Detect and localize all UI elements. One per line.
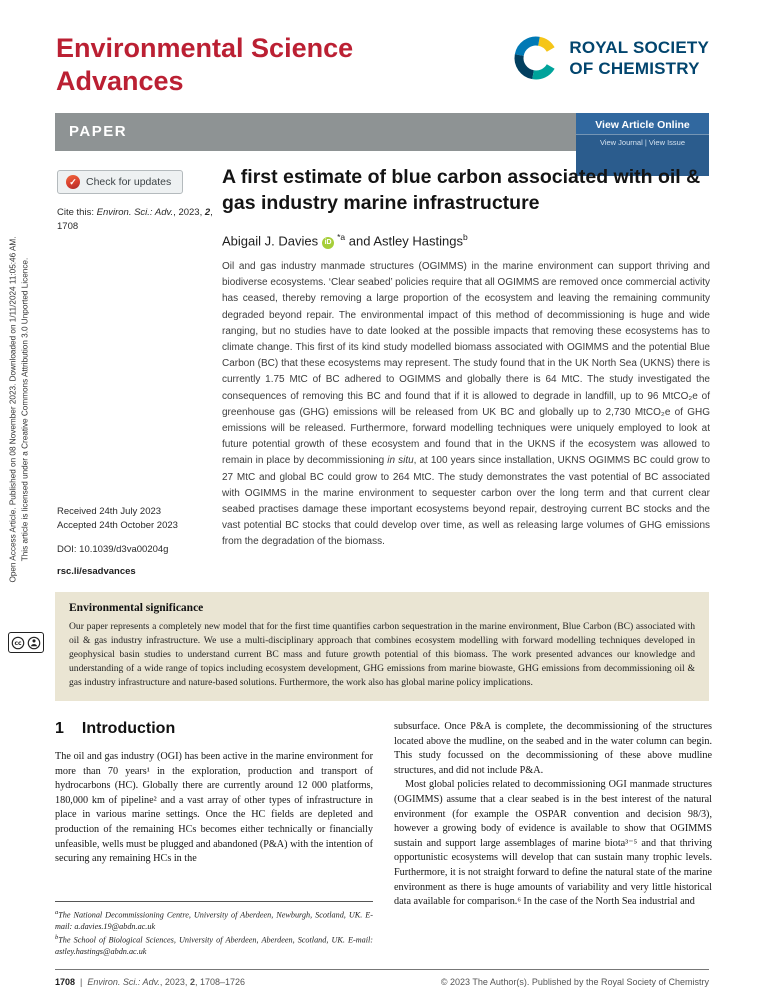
journal-website-link[interactable]: rsc.li/esadvances: [57, 566, 136, 577]
citation-info: [57, 206, 217, 233]
section-heading-introduction: [55, 720, 175, 738]
svg-text:cc: cc: [14, 639, 22, 647]
significance-heading: Environmental significance: [69, 602, 204, 614]
rsc-society-name: [569, 37, 709, 79]
abstract-text-1: Oil and gas industry manmade structures (OGIMMS) in the marine environment can support thriving and biodiverse ecosystems. ‘Clear seabed’ policies require that all OGIMMS are removed once commercial activity has ceased, thereby removing a large proportion of the ecosystem and leaving the remaining community degraded beyond repair. The environmental impact of this method of decommissioning is huge and wide ranging, but no studies have to date looked at the possible impacts that removing these ecosystems has to climate change. This first of its kind study modelled biomass associated with OGIMMS and the potential Blue Carbon (BC) that these ecosystems may represent. The study found that in the UK North Sea (UKNS) there is currently 1.75 MtC of BC adhered to OGIMMS and globally there is 64 MtC. The study investigated the consequences of removing this BC and found that if it is allowed to degrade in landfill, up to 96 MtCO₂e of greenhouse gas (GHG) emissions will be released from UK BC and globally up to 2,730 MtCO₂e of GHG emissions will be released. Furthermore, forward modelling techniques were uniquely employed to look at future potential growth of these ecosystem and found that in the UKNS if the ecosystem was allowed to remain in place by decommissioning: [222, 261, 710, 467]
rsc-logo-icon: [512, 34, 560, 82]
article-type-label: PAPER: [69, 123, 128, 140]
author-affiliations: [55, 907, 373, 957]
page-footer: [55, 977, 709, 987]
affiliation-b-mark: b: [55, 934, 59, 942]
cite-volume: 2: [204, 207, 211, 218]
rsc-society-line1: ROYAL SOCIETY: [569, 38, 709, 57]
footer-volume: 2: [189, 977, 195, 987]
affiliation-a: [55, 907, 373, 932]
footer-year: , 2023,: [159, 977, 190, 987]
intro-paragraph-1: The oil and gas industry (OGI) has been active in the marine environment for more than 70 years¹ in the exploration, production and transport of hydrocarbons (HC). Globally there are currently around 12 000 platforms, 180,000 km of pipeline² and a vast array of other types of infrastructure in place in various marine settings. Once the HC fields are depleted and production of the remaining HCs becomes either technically or financially unfeasible, wells must be plugged and abandoned (P&A) with the intention of securing any remaining HCs in the: [55, 751, 374, 865]
intro-left-column: [55, 750, 373, 867]
section-number: 1: [55, 720, 64, 737]
author-name-1: Abigail J. Davies: [222, 233, 319, 249]
footer-citation: [55, 977, 245, 987]
footer-divider: [55, 969, 709, 970]
cc-by-badge[interactable]: [8, 632, 44, 653]
rsc-logo: [512, 34, 709, 82]
open-access-statement: Open Access Article. Published on 08 November 2023. Downloaded on 1/11/2024 11:05:46 AM.: [8, 236, 18, 583]
article-type-banner: [55, 113, 709, 151]
journal-title: [56, 32, 353, 98]
intro-paragraph-2: subsurface. Once P&A is complete, the decommissioning of the structures located above the mudline, on the seabed and in the water column can begin. This study focussed on the decommissioning of these above mudline structures, and did not include P&A.: [394, 721, 712, 776]
history-dates: [57, 505, 178, 533]
rsc-society-line2: OF CHEMISTRY: [569, 59, 700, 78]
affiliation-a-text: The National Decommissioning Centre, University of Aberdeen, Newburgh, Scotland, UK. E-mail: a.davies.19@abdn.ac.uk: [55, 910, 373, 931]
orcid-icon[interactable]: iD: [322, 237, 334, 249]
cc-by-person-icon: [27, 636, 41, 650]
authors-line: [222, 232, 468, 249]
check-for-updates-label: Check for updates: [86, 176, 172, 188]
cite-pages: , 1708: [57, 207, 213, 232]
significance-box: [55, 592, 709, 701]
cite-year: , 2023,: [173, 207, 205, 218]
page-number: 1708: [55, 977, 76, 987]
journal-title-line1: Environmental Science: [56, 33, 354, 63]
abstract-italic-phrase: in situ: [387, 455, 414, 467]
cite-label: Cite this:: [57, 207, 97, 218]
author-2-affiliation-mark: b: [462, 232, 468, 242]
affiliation-a-mark: a: [55, 909, 59, 916]
intro-right-column: [394, 720, 712, 910]
footer-separator: |: [80, 977, 83, 987]
footnote-divider: [55, 901, 373, 902]
open-access-sidebar: [8, 150, 31, 670]
journal-title-line2: Advances: [56, 66, 184, 96]
cite-journal: Environ. Sci.: Adv.: [96, 207, 174, 218]
view-article-online-link[interactable]: View Article Online: [595, 119, 690, 131]
accepted-date: Accepted 24th October 2023: [57, 520, 178, 531]
abstract-text-2: , at 100 years since installation, UKNS OGIMMS BC could grow to 27 MtC and global BC could grow to 264 MtC. The study demonstrates the vast potential of BC associated with OGIMMS in the marine environment to sequester carbon over the long term and that current clear seabed practises damage these important ecosystems beyond repair, destroying current BC stocks and the vast potential BC stocks that could develop over time, as well as releasing large volumes of GHG emissions from the degradation of the biomass.: [222, 455, 711, 548]
footer-journal: Environ. Sci.: Adv.: [87, 977, 160, 987]
article-title: A first estimate of blue carbon associated with oil & gas industry marine infrastructure: [222, 166, 701, 214]
check-for-updates-button[interactable]: [57, 170, 183, 194]
author-1-affiliation-mark: *a: [337, 232, 346, 242]
received-date: Received 24th July 2023: [57, 506, 162, 517]
affiliation-b-text: The School of Biological Sciences, University of Aberdeen, Aberdeen, Scotland, UK. E-mail: astley.hastings@abdn.ac.uk: [55, 935, 373, 957]
intro-paragraph-3: Most global policies related to decommissioning OGI manmade structures (OGIMMS) assume that a clear seabed is in the best interest of the natural environment (for example the OSPAR convention and decision 98/3), however a growing body of evidence is available to show that OGIMMS sustain and support large assemblages of marine biota³⁻⁵ and that thriving opportunistic ecosystems will develop that can sustain many trophic levels. Furthermore, it is not straight forward to define the natural state of the marine environment as there is huge amounts of variability and very little historical data available for comparison.⁶ In the case of the North Sea industrial and: [394, 779, 712, 908]
footer-copyright: © 2023 The Author(s). Published by the Royal Society of Chemistry: [440, 977, 709, 987]
view-journal-issue-links[interactable]: View Journal | View Issue: [576, 134, 709, 176]
significance-body: Our paper represents a completely new model that for the first time quantifies carbon sequestration in the marine environment, Blue Carbon (BC) associated with oil & gas industry infrastructure. We use a multi-disciplinary approach that combines ecosystem modelling with forward modelling techniques developed in geophysical basin studies to understand current BC mass and future growth potential of this biomass. The work presented advances our knowledge and understanding of a wide range of topics including ecosystem development, GHG emissions from marine biowaste, GHG emissions from decommissioning oil & gas industry infrastructure and nature-based solutions. Furthermore, the work also has global marine policy implications.: [69, 621, 695, 688]
license-statement: This article is licensed under a Creative Commons Attribution 3.0 Unported Licence.: [20, 257, 29, 562]
footer-pages: , 1708–1726: [194, 977, 246, 987]
abstract: [222, 259, 710, 551]
view-article-online-box[interactable]: [576, 113, 709, 151]
cc-icon: [11, 636, 25, 650]
author-name-2: and Astley Hastings: [345, 233, 463, 249]
section-title: Introduction: [81, 720, 176, 737]
crossmark-icon: ✓: [66, 175, 80, 189]
affiliation-b: [55, 932, 373, 957]
doi: DOI: 10.1039/d3va00204g: [57, 544, 169, 555]
